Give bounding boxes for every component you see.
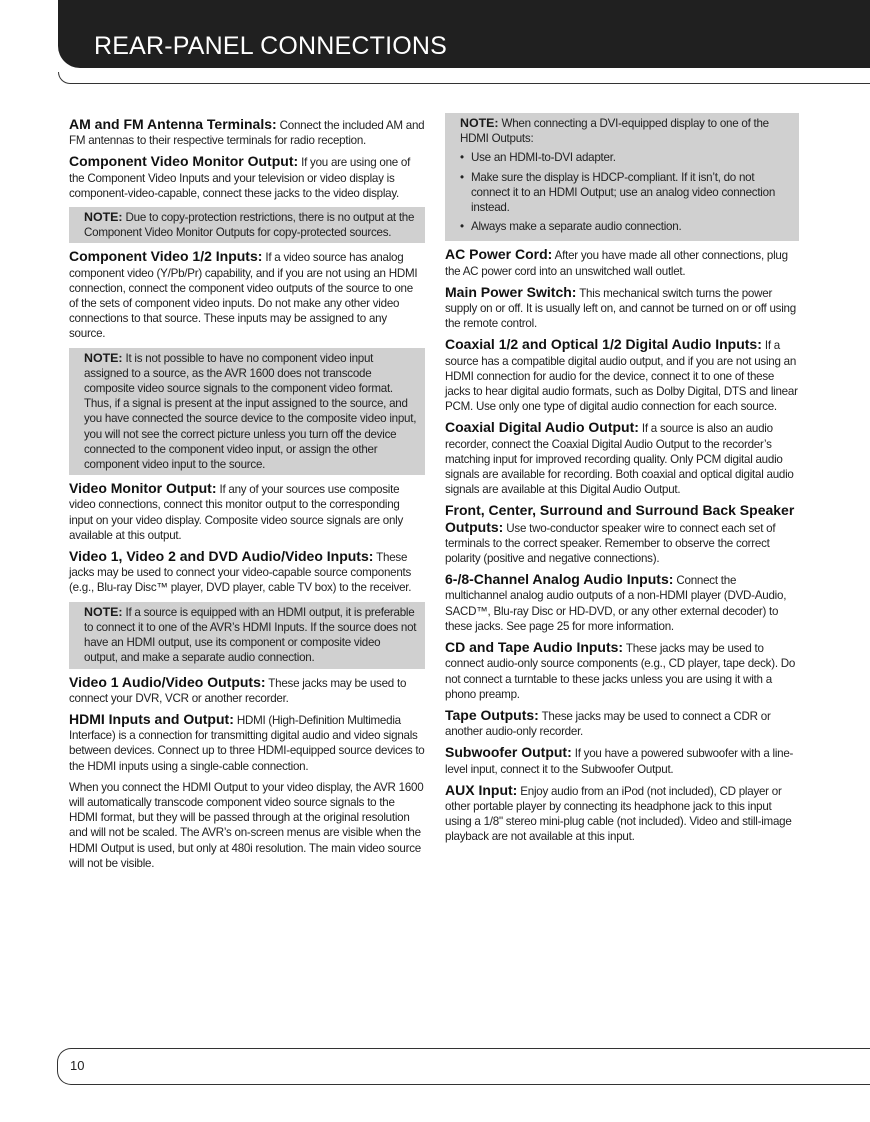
section-body: If you have a powered subwoofer with a line-level input, connect it to the Subwoofer Output.: [445, 747, 794, 776]
note-label: NOTE:: [84, 350, 123, 365]
note-bullet: • Always make a separate audio connection.: [460, 219, 791, 234]
section-heading: Main Power Switch:: [445, 283, 577, 300]
note-label: NOTE:: [84, 604, 123, 619]
section-video-monitor: [69, 481, 425, 543]
section-heading: AUX Input:: [445, 781, 518, 798]
section-body: After you have made all other connections, plug the AC power cord into an unswitched wall outlet.: [445, 249, 788, 278]
section-heading: Tape Outputs:: [445, 706, 539, 723]
page-header: [58, 0, 870, 68]
section-cd-tape-inputs: [445, 640, 799, 702]
section-body: These jacks may be used to connect your DVR, VCR or another recorder.: [69, 676, 407, 705]
note-text: If a source is equipped with an HDMI output, it is preferable to connect it to one of the AVR’s HDMI Inputs. If the source does not have an HDMI output, use its component or composite video output, and make a separate audio connection.: [84, 605, 417, 665]
section-body: If a source has a compatible digital audio output, and if you are not using an HDMI connection for audio for the device, connect it to one of these jacks to hear digital audio formats, such as Dolby Digital, DTS and linear PCM. Use only one type of digital audio connection for each source.: [445, 339, 798, 414]
section-tape-outputs: [445, 708, 799, 739]
section-speaker-outputs: [445, 503, 799, 566]
note-bullet-list: [460, 150, 791, 234]
note-bullet: • Make sure the display is HDCP-compliant. If it isn’t, do not connect it to an HDMI Output; use an analog video connection instead.: [460, 170, 791, 216]
section-heading: HDMI Inputs and Output:: [69, 710, 234, 727]
note-label: NOTE:: [84, 210, 123, 225]
section-coax-output: [445, 420, 799, 497]
section-heading: CD and Tape Audio Inputs:: [445, 639, 624, 656]
section-body-continued: When you connect the HDMI Output to your video display, the AVR 1600 will automatically transcode component video source signals to the HDMI format, but they will be passed through at the original resolution and will not be scaled. The AVR’s on-screen menus are visible when the HDMI Output is used, but only at 480i resolution. The main video source will not be visible.: [69, 780, 424, 870]
section-ac-power: [445, 247, 799, 278]
note-box: [445, 113, 799, 241]
section-heading: Video 1 Audio/Video Outputs:: [69, 673, 266, 690]
section-coax-optical-inputs: [445, 337, 799, 414]
section-body: This mechanical switch turns the power supply on or off. It is usually left on, and cannot be turned on or off using the remote control.: [445, 286, 796, 331]
note-bullet: • Use an HDMI-to-DVI adapter.: [460, 150, 791, 165]
section-body: Connect the multichannel analog audio outputs of a non-HDMI player (DVD-Audio, SACD™, Blu-ray Disc or HD-DVD, or any other external decoder) to these jacks. See page 25 for more information.: [445, 574, 787, 633]
right-column: [445, 117, 799, 851]
page-footer: [57, 1048, 870, 1085]
section-subwoofer: [445, 745, 799, 776]
section-heading: AC Power Cord:: [445, 246, 553, 263]
section-component-inputs: [69, 249, 425, 341]
section-video-inputs: [69, 549, 425, 596]
section-heading: Video 1, Video 2 and DVD Audio/Video Inputs:: [69, 548, 374, 565]
section-heading: 6-/8-Channel Analog Audio Inputs:: [445, 571, 674, 588]
section-body: If you are using one of the Component Video Inputs and your television or video display is component-video-capable, connect these jacks to the video display.: [69, 156, 411, 200]
note-text: Due to copy-protection restrictions, there is no output at the Component Video Monitor Outputs for copy-protected sources.: [84, 211, 415, 240]
section-body: These jacks may be used to connect a CDR or another audio-only recorder.: [445, 709, 771, 739]
section-main-power: [445, 285, 799, 332]
note-label: NOTE:: [460, 116, 499, 130]
note-box: [69, 207, 425, 243]
note-text: It is not possible to have no component video input assigned to a source, as the AVR 1600 does not transcode composite video source signals to the component video format. Thus, if a signal is present at the input assigned to the source, and you have connected the source device to the composite video input, you will not see the correct picture unless you turn off the device connected to the component video input, or assign the other component video input to the source.: [84, 351, 417, 472]
section-analog-inputs: [445, 572, 799, 634]
section-body: If a video source has analog component video (Y/Pb/Pr) capability, and if you are not using an HDMI connection, connect the component video outputs of the source to one of the sets of component video inputs. Do not make any other video connections to that source. These inputs may be assigned to any source.: [69, 251, 418, 341]
section-heading: Coaxial Digital Audio Output:: [445, 419, 639, 436]
header-rule: [58, 72, 870, 84]
note-box: [69, 348, 425, 476]
section-heading: Subwoofer Output:: [445, 744, 572, 761]
section-heading: Front, Center, Surround and Surround Back Speaker Outputs:: [445, 502, 795, 535]
section-hdmi: [69, 712, 425, 871]
page-number: 10: [70, 1058, 85, 1073]
section-am-fm: [69, 117, 425, 148]
section-component-monitor: [69, 154, 425, 201]
note-box: [69, 602, 425, 669]
section-heading: Component Video Monitor Output:: [69, 153, 299, 170]
section-body: Use two-conductor speaker wire to connect each set of terminals to the correct speaker. Remember to observe the correct polarity (positive and negative connections).: [445, 521, 776, 566]
section-body: These jacks may be used to connect audio-only source components (e.g., CD player, tape deck). Do not connect a turntable to these jacks unless you are using it with a phono preamp.: [445, 642, 796, 701]
page-title: REAR-PANEL CONNECTIONS: [94, 32, 448, 60]
note-text: When connecting a DVI-equipped display to one of the HDMI Outputs:: [460, 117, 769, 146]
section-body: If a source is also an audio recorder, connect the Coaxial Digital Audio Output to the recorder’s matching input for improved recording quality. Only PCM digital audio signals are available for recording. Both coaxial and optical digital audio signals are available at this Digital Audio Output.: [445, 422, 794, 497]
section-aux-input: [445, 783, 799, 845]
section-body: Enjoy audio from an iPod (not included), CD player or other portable player by connecting its headphone jack to this input using a 1/8" stereo mini-plug cable (not included). Video and still-image playback are not available at this input.: [445, 784, 792, 844]
section-heading: Video Monitor Output:: [69, 480, 217, 497]
section-body: If any of your sources use composite video connections, connect this monitor output to the corresponding input on your video display. Composite video source signals are only available at this output.: [69, 483, 404, 542]
section-video1-outputs: [69, 675, 425, 706]
section-body: These jacks may be used to connect your video-capable source components (e.g., Blu-ray Disc™ player, DVD player, cable TV box) to the receiver.: [69, 551, 412, 595]
section-heading: AM and FM Antenna Terminals:: [69, 116, 277, 132]
section-heading: Component Video 1/2 Inputs:: [69, 248, 263, 265]
section-heading: Coaxial 1/2 and Optical 1/2 Digital Audio Inputs:: [445, 336, 762, 353]
section-body: Connect the included AM and FM antennas to their respective terminals for radio reception.: [69, 119, 425, 148]
section-body: HDMI (High-Definition Multimedia Interface) is a connection for transmitting digital audio and video signals between devices. Connect up to three HDMI-equipped source devices to the HDMI inputs using a single-cable connection.: [69, 713, 425, 773]
left-column: [69, 117, 425, 877]
